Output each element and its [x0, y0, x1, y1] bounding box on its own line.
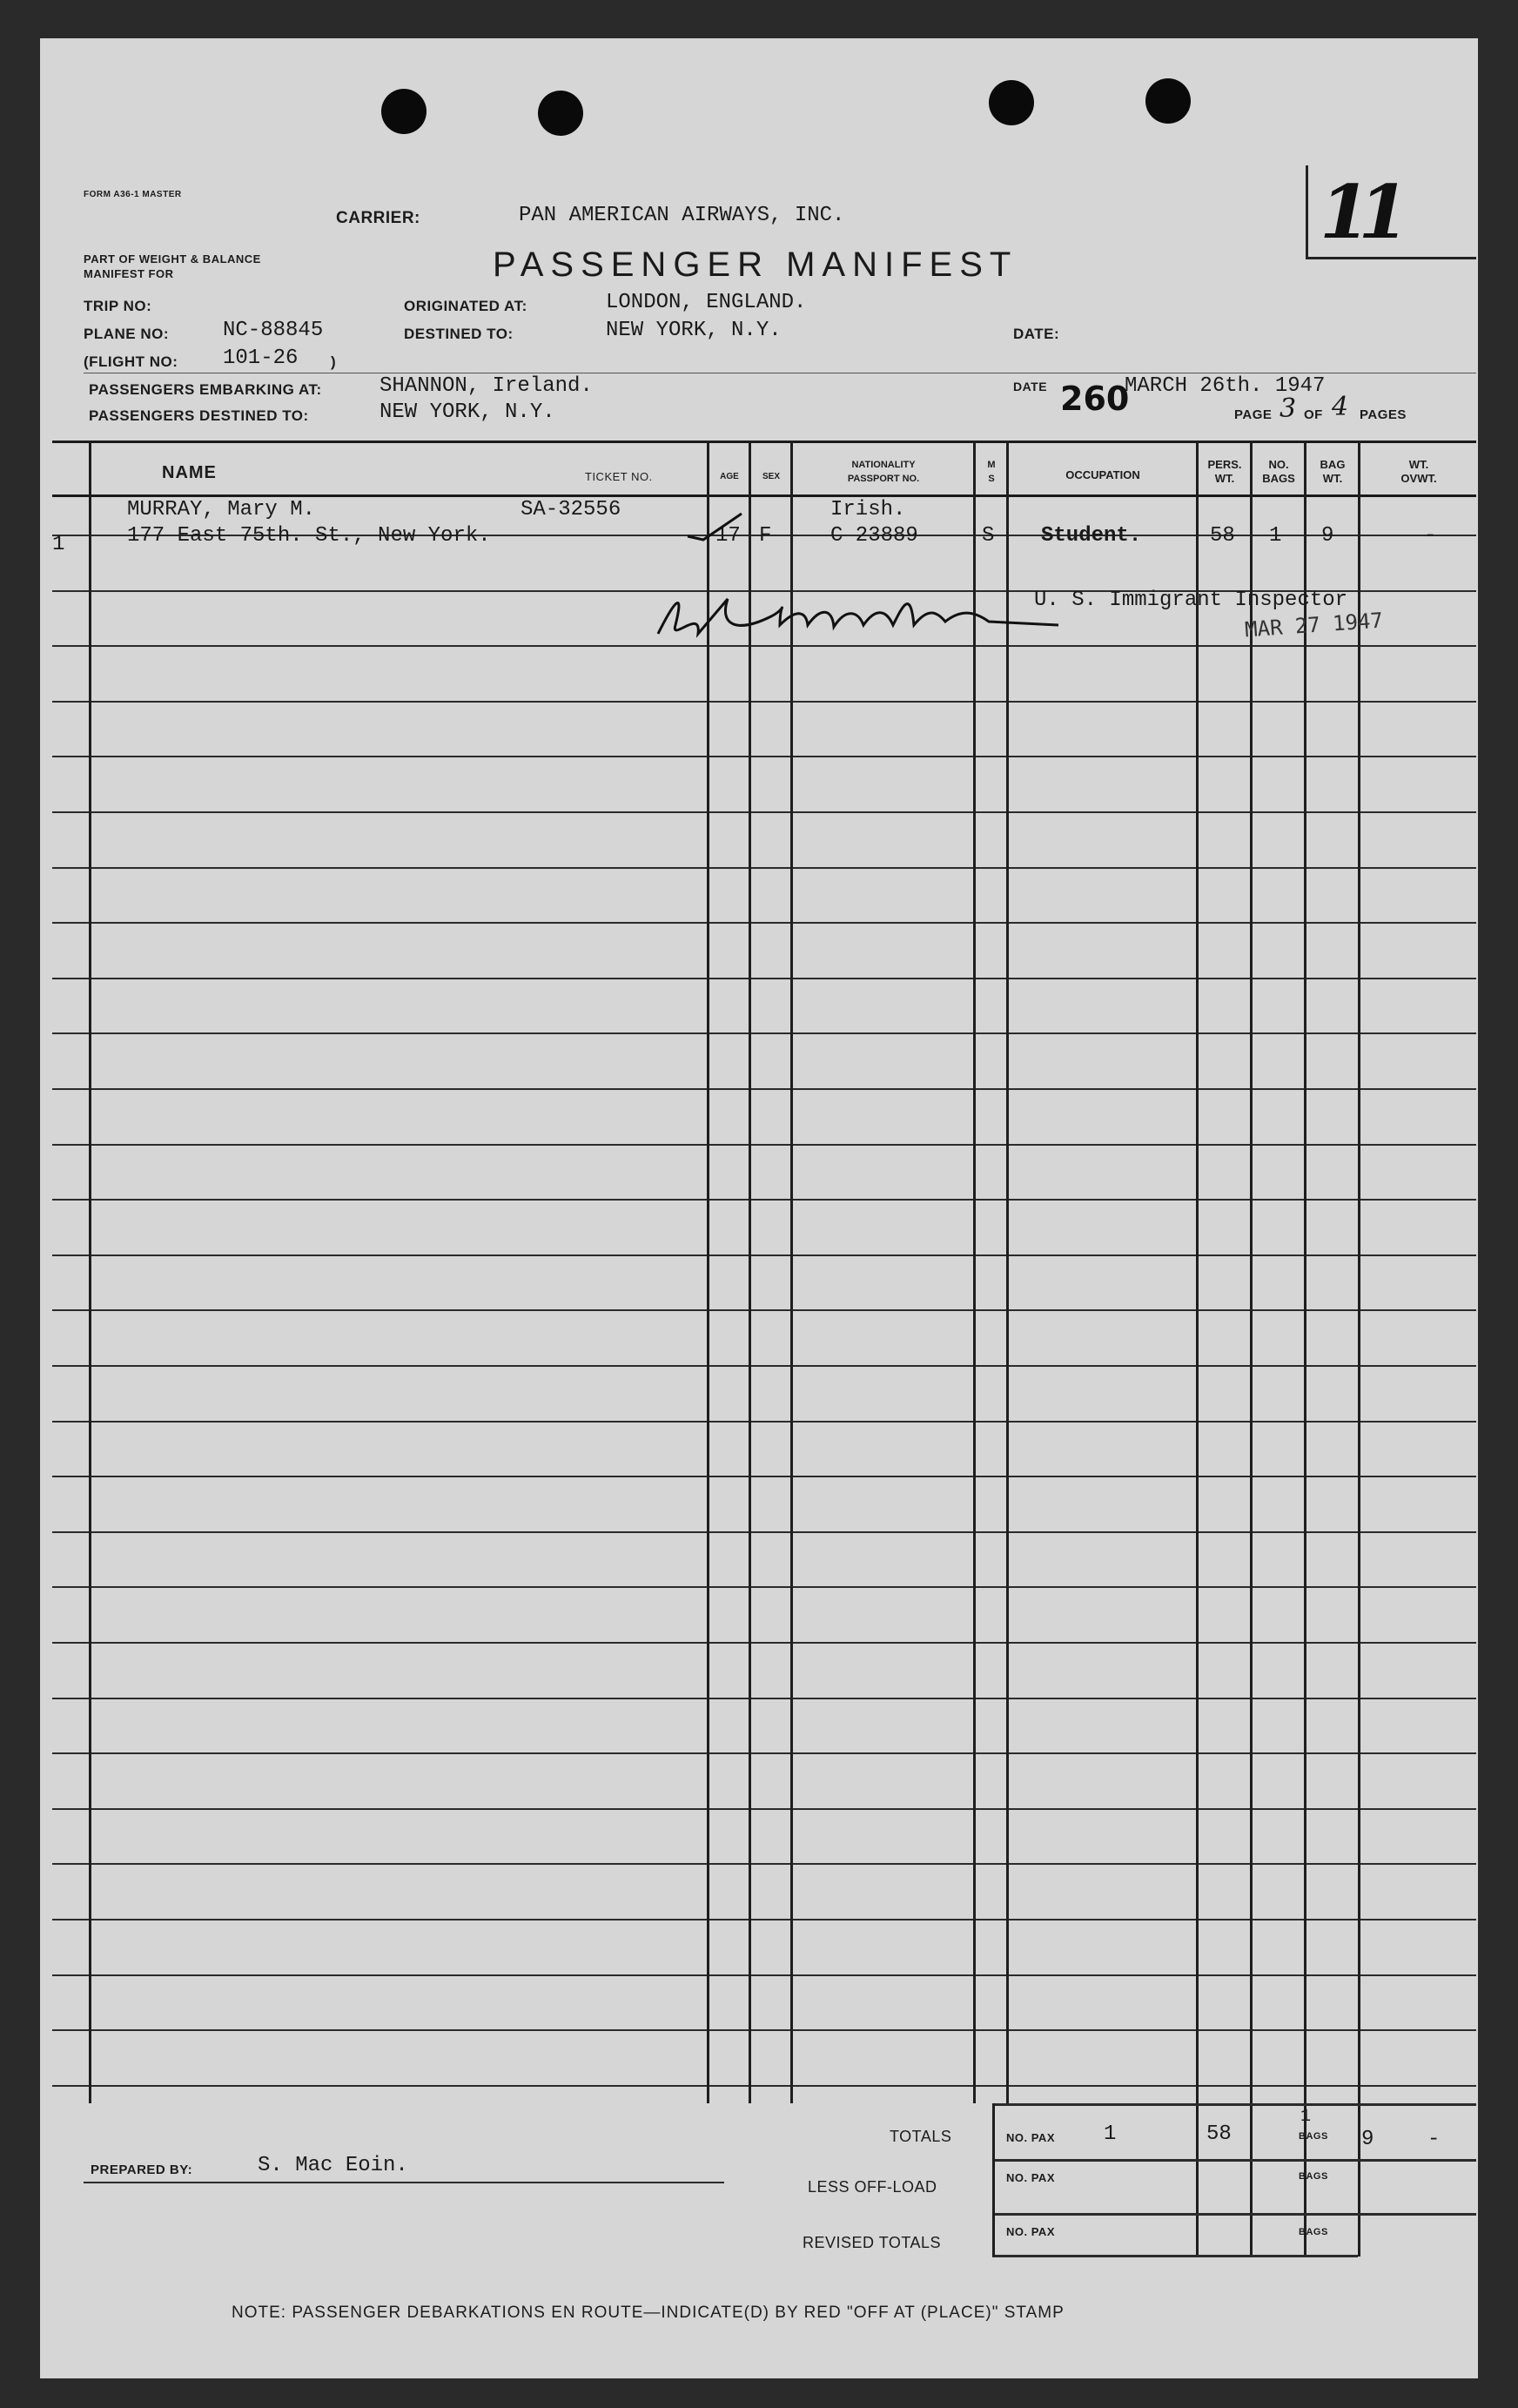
- col-bags-line1: NO.: [1268, 458, 1289, 471]
- col-ovwt-line1: WT.: [1408, 458, 1429, 471]
- table-row-line: [52, 1531, 1476, 1533]
- totals-divider: [992, 2159, 1476, 2162]
- destined-pass-value: NEW YORK, N.Y.: [380, 400, 555, 424]
- manifest-document: [40, 38, 1478, 2378]
- prepared-by-underline: [84, 2182, 724, 2183]
- passenger-overweight: -: [1424, 524, 1437, 548]
- totals-pax-label: NO. PAX: [1006, 2131, 1055, 2144]
- col-nationality-line2: PASSPORT NO.: [847, 474, 920, 484]
- table-row-line: [52, 1642, 1476, 1644]
- date-label: DATE:: [1013, 326, 1060, 342]
- table-row-line: [52, 1199, 1476, 1201]
- col-name-header: NAME: [162, 463, 217, 482]
- table-row-line: [52, 1919, 1476, 1920]
- sheet-box-border: [1306, 257, 1476, 259]
- destined-pass-label: PASSENGERS DESTINED TO:: [89, 407, 309, 424]
- punch-hole: [381, 89, 427, 134]
- of-label: OF: [1304, 407, 1323, 422]
- totals-divider: [992, 2213, 1476, 2216]
- passenger-passport: C 23889: [830, 524, 918, 548]
- table-row-line: [52, 1752, 1476, 1754]
- column-divider: [1304, 441, 1306, 2257]
- col-ovwt-line2: OVWT.: [1400, 472, 1437, 485]
- col-marital-line1: M: [987, 460, 996, 470]
- table-row-line: [52, 922, 1476, 924]
- table-row-line: [52, 1088, 1476, 1090]
- flight-value: 101-26: [223, 346, 299, 370]
- punch-hole: [1145, 78, 1191, 124]
- plane-value: NC-88845: [223, 319, 324, 342]
- col-pers-wt-header: [1199, 458, 1250, 486]
- table-row-line: [52, 1974, 1476, 1976]
- page-label: PAGE: [1234, 407, 1273, 422]
- trip-label: TRIP NO:: [84, 298, 152, 314]
- table-row-line: [52, 1365, 1476, 1367]
- column-divider: [790, 441, 793, 2103]
- manifest-for-label: MANIFEST FOR: [84, 267, 174, 280]
- embarking-label: PASSENGERS EMBARKING AT:: [89, 381, 322, 398]
- table-header-border: [52, 494, 1476, 497]
- passenger-bags: 1: [1269, 524, 1282, 548]
- table-row-line: [52, 1144, 1476, 1146]
- table-row-line: [52, 1254, 1476, 1256]
- column-divider: [973, 441, 976, 2103]
- punch-hole: [989, 80, 1034, 125]
- table-row-line: [52, 978, 1476, 979]
- flight-label: (FLIGHT NO:: [84, 353, 178, 370]
- totals-ovwt-value: -: [1427, 2128, 1441, 2151]
- col-bag-wt-header: [1307, 458, 1358, 486]
- col-nationality-line1: NATIONALITY: [851, 460, 916, 470]
- table-row-line: [52, 1808, 1476, 1810]
- inspector-signature: [649, 573, 1067, 651]
- embarking-value: SHANNON, Ireland.: [380, 374, 593, 398]
- pages-value: 4: [1332, 392, 1349, 422]
- inspector-stamp-date: MAR 27 1947: [1244, 608, 1384, 642]
- pages-label: PAGES: [1360, 407, 1407, 422]
- table-row-line: [52, 756, 1476, 757]
- col-ticket-header: TICKET NO.: [585, 470, 653, 483]
- column-divider: [1250, 441, 1253, 2257]
- footer-note: NOTE: PASSENGER DEBARKATIONS EN ROUTE—INDICATE(D) BY RED "OFF AT (PLACE)" STAMP: [232, 2304, 1065, 2322]
- totals-bags-value: 1: [1300, 2107, 1312, 2127]
- offload-pax-label: NO. PAX: [1006, 2171, 1055, 2184]
- table-row-line: [52, 701, 1476, 703]
- table-row-line: [52, 2085, 1476, 2087]
- passenger-ticket: SA-32556: [521, 498, 621, 521]
- sheet-number: 11: [1320, 169, 1397, 255]
- plane-label: PLANE NO:: [84, 326, 169, 342]
- totals-label: TOTALS: [890, 2128, 952, 2145]
- passenger-marital: S: [982, 524, 995, 548]
- date2-value: MARCH 26th. 1947: [1125, 374, 1326, 398]
- sheet-box-border: [1306, 165, 1308, 259]
- passenger-pers-wt: 58: [1210, 524, 1235, 548]
- column-divider: [707, 441, 709, 2103]
- passenger-address: 177 East 75th. St., New York.: [127, 524, 491, 548]
- passenger-nationality: Irish.: [830, 498, 906, 521]
- passenger-sex: F: [759, 524, 772, 548]
- col-nationality-header: [794, 458, 973, 486]
- col-sex-header: SEX: [762, 472, 780, 481]
- col-pers-line2: WT.: [1214, 472, 1235, 485]
- table-row-line: [52, 1309, 1476, 1311]
- carrier-value: PAN AMERICAN AIRWAYS, INC.: [519, 204, 845, 227]
- totals-bag-wt-value: 9: [1361, 2128, 1374, 2151]
- destined-label: DESTINED TO:: [404, 326, 514, 342]
- totals-bottom-border: [992, 2255, 1358, 2257]
- table-row-line: [52, 1698, 1476, 1699]
- totals-top-border: [992, 2103, 1476, 2106]
- column-divider: [749, 441, 751, 2103]
- totals-pers-wt-value: 58: [1206, 2122, 1232, 2146]
- column-divider: [1006, 441, 1009, 2103]
- table-row-line: [52, 811, 1476, 813]
- table-row-line: [52, 1421, 1476, 1423]
- col-bags-header: [1253, 458, 1304, 486]
- col-bagwt-line1: BAG: [1320, 458, 1346, 471]
- col-age-header: AGE: [720, 472, 739, 481]
- part-of-label: PART OF WEIGHT & BALANCE: [84, 252, 261, 266]
- offload-bags-label: BAGS: [1299, 2171, 1328, 2182]
- stamp-number: 260: [1060, 380, 1130, 418]
- table-row-line: [52, 2029, 1476, 2031]
- form-number: FORM A36-1 MASTER: [84, 190, 182, 199]
- column-divider: [1358, 441, 1360, 2257]
- column-divider: [1196, 441, 1199, 2257]
- col-marital-line2: S: [988, 474, 995, 484]
- revised-bags-label: BAGS: [1299, 2227, 1328, 2237]
- originated-value: LONDON, ENGLAND.: [606, 291, 807, 314]
- passenger-name: MURRAY, Mary M.: [127, 498, 316, 521]
- table-top-border: [52, 441, 1476, 443]
- flight-close: ): [331, 353, 337, 370]
- col-occupation-header: OCCUPATION: [1065, 468, 1140, 481]
- check-mark-icon: [684, 508, 745, 561]
- table-row-line: [52, 867, 1476, 869]
- totals-left-border: [992, 2103, 995, 2257]
- page-title: PASSENGER MANIFEST: [493, 246, 1018, 284]
- passenger-occupation: Student.: [1041, 524, 1142, 548]
- totals-pax-value: 1: [1104, 2122, 1117, 2146]
- passenger-bag-wt: 9: [1321, 524, 1334, 548]
- col-bagwt-line2: WT.: [1322, 472, 1343, 485]
- carrier-label: CARRIER:: [336, 209, 420, 227]
- passenger-age: 17: [715, 524, 741, 548]
- column-divider: [89, 441, 91, 2103]
- totals-bags-label: BAGS: [1299, 2131, 1328, 2142]
- revised-totals-label: REVISED TOTALS: [803, 2234, 942, 2251]
- table-row-line: [52, 1032, 1476, 1034]
- table-row-line: [52, 1863, 1476, 1865]
- table-row-line: [52, 1586, 1476, 1588]
- revised-pax-label: NO. PAX: [1006, 2225, 1055, 2238]
- prepared-by-value: S. Mac Eoin.: [258, 2154, 408, 2177]
- col-bags-line2: BAGS: [1262, 472, 1295, 485]
- date2-label: DATE: [1013, 380, 1048, 393]
- originated-label: ORIGINATED AT:: [404, 298, 527, 314]
- col-marital-header: [977, 458, 1006, 486]
- passenger-number: 1: [52, 533, 65, 556]
- prepared-by-label: PREPARED BY:: [91, 2162, 193, 2177]
- page-value: 3: [1280, 393, 1297, 424]
- table-row-line: [52, 1476, 1476, 1477]
- punch-hole: [538, 91, 583, 136]
- inspector-title: U. S. Immigrant Inspector: [1034, 589, 1348, 612]
- col-ovwt-header: [1361, 458, 1476, 486]
- less-offload-label: LESS OFF-LOAD: [808, 2178, 937, 2196]
- destined-value: NEW YORK, N.Y.: [606, 319, 782, 342]
- col-pers-line1: PERS.: [1207, 458, 1242, 471]
